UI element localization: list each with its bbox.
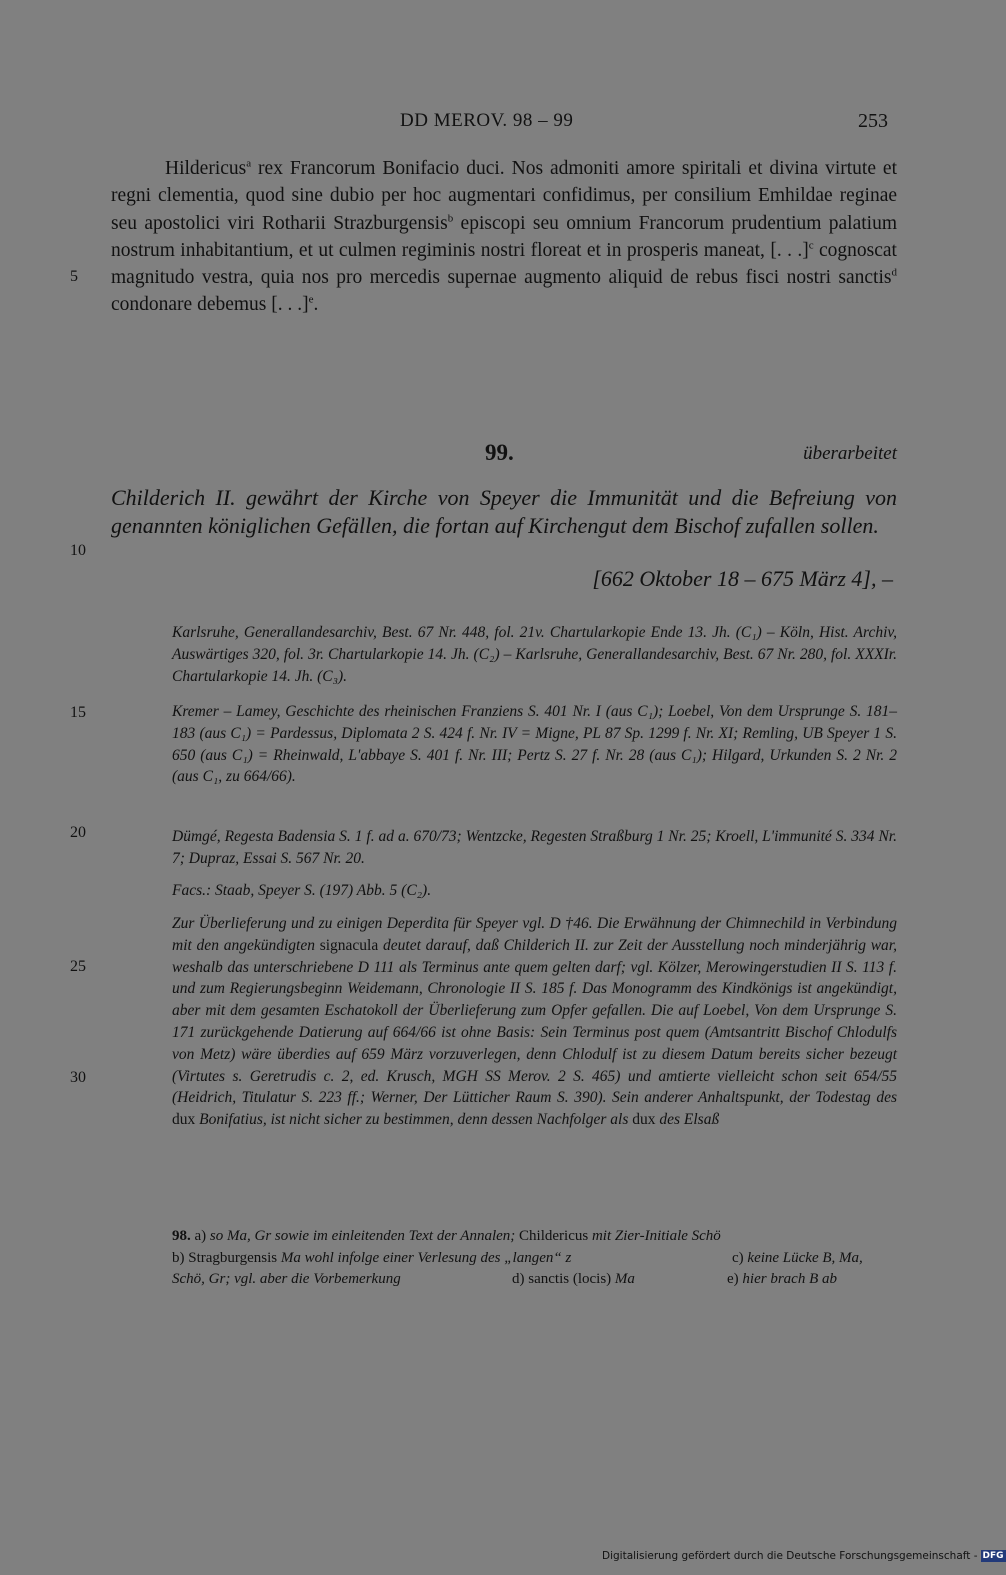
footnote-text: Stragburgensis bbox=[184, 1249, 278, 1266]
footnote-row bbox=[172, 1248, 897, 1270]
footnote-key: a) bbox=[194, 1228, 207, 1244]
document-date: [662 Oktober 18 – 675 März 4], – bbox=[592, 566, 893, 591]
commentary-term: dux bbox=[172, 1111, 196, 1129]
footnote-text: hier brach B ab bbox=[738, 1271, 837, 1288]
footnote-text: keine Lücke B, Ma, bbox=[743, 1249, 863, 1266]
footnote-text: mit Zier-Initiale Schö bbox=[588, 1228, 721, 1244]
line-number: 25 bbox=[70, 958, 86, 975]
commentary-text: des Elsaß bbox=[655, 1111, 720, 1129]
commentary-term: signacula bbox=[319, 936, 379, 954]
editions: Kremer – Lamey, Geschichte des rheinischen Franziens S. 401 Nr. I (aus C₁); Loebel, Von dem Ursprunge S. 181–183 (aus C₁) = Pardessus, Diplomata 2 S. 424 f. Nr. IV = Migne, PL 87 Sp. 1299 f. Nr. XI; Remling, UB Speyer 1 S. 650 (aus C₁) = Rheinwald, L'abbaye S. 401 f. Nr. III; Pertz S. 27 f. Nr. 28 (aus C₁); Hilgard, Urkunden S. 2 Nr. 2 (aus C₁, zu 664/66). bbox=[172, 703, 897, 786]
manuscript-sources: Karlsruhe, Generallandesarchiv, Best. 67 Nr. 448, fol. 21v. Chartularkopie Ende 13. Jh. (C₁) – Köln, Hist. Archiv, Auswärtiges 320, fol. 3r. Chartularkopie 14. Jh. (C₂) – Karlsruhe, Generallandesarchiv, Best. 67 Nr. 280, fol. XXXIr. Chartularkopie 14. Jh. (C₃). bbox=[172, 624, 897, 685]
footnote-marker: c bbox=[808, 239, 814, 252]
commentary-text: deutet darauf, daß Childerich II. zur Zeit der Ausstellung noch minderjährig war, weshalb das unterschriebene D 111 als Terminus ante quem gelten darf; vgl. Kölzer, Merowingerstudien II S. 113 f. und zum Regierungsbeginn Weidemann, Chronologie II S. 185 f. Das Monogramm des Kindkönigs ist angekündigt, aber mit dem gesamten Eschatokoll der Überlieferung zum Opfer gefallen. Die auf Loebel, Von dem Ursprunge S. 171 zurückgehende Datierung auf 664/66 ist ohne Basis: Sein Terminus post quem (Amtsantritt Bischof Chlodulfs von Metz) wäre überdies auf 659 März vorzuverlegen, denn Chlodulf ist zu diesem Datum bereits sicher bezeugt (Virtutes s. Geretrudis c. 2, ed. Krusch, MGH SS Merov. 2 S. 465) und amtierte vielleicht schon seit 654/55 (Heidrich, Titulatur S. 223 ff.; Werner, Der Lütticher Raum S. 390). Sein anderer Anhaltspunkt, der Todestag des bbox=[172, 936, 897, 1107]
line-number: 15 bbox=[70, 704, 86, 721]
text-segment: rex Francorum Bonifacio duci. Nos admoniti amore spiritali et divina virtute et regni clementia, quod sine dubio per hoc augmentari confidimus, per consilium Emhildae reginae seu apostolici viri Rotharii Strazburgensis bbox=[111, 158, 897, 234]
regest: Childerich II. gewährt der Kirche von Speyer die Immunität und die Befreiung von genannten königlichen Gefällen, die fortan auf Kirchengut dem Bischof zufallen sollen. bbox=[111, 485, 897, 538]
footnote-text: so Ma, Gr sowie im einleitenden Text der Annalen; bbox=[206, 1228, 520, 1244]
commentary-text: Zur Überlieferung und zu einigen Deperdita für Speyer vgl. D †46. Die Erwähnung der Chimnechild in Verbindung mit den angekündigten bbox=[172, 915, 897, 954]
footnote-text: Childericus bbox=[519, 1228, 589, 1244]
commentary bbox=[172, 913, 897, 1131]
credit-text: Digitalisierung gefördert durch die Deutsche Forschungsgemeinschaft - bbox=[602, 1550, 978, 1562]
footnote-text: Schö, Gr; vgl. aber die Vorbemerkung bbox=[172, 1271, 401, 1288]
line-number: 30 bbox=[70, 1069, 86, 1086]
document-number: 99. bbox=[485, 440, 514, 465]
footnote-text: Ma wohl infolge einer Verlesung des „langen“ z bbox=[277, 1249, 572, 1266]
page-number: 253 bbox=[858, 110, 888, 132]
footnotes bbox=[172, 1226, 897, 1291]
commentary-term: dux bbox=[632, 1111, 656, 1129]
footnote-key: d) bbox=[512, 1271, 525, 1288]
digitization-credit bbox=[602, 1550, 1006, 1562]
footnote-key: c) bbox=[732, 1249, 744, 1266]
text-segment: . bbox=[313, 294, 319, 316]
running-head: DD MEROV. 98 – 99 bbox=[400, 110, 574, 131]
document-status: überarbeitet bbox=[803, 443, 897, 464]
footnote-key: e) bbox=[727, 1271, 739, 1288]
footnote-text: Ma bbox=[611, 1271, 635, 1288]
footnote-marker: b bbox=[447, 212, 454, 225]
line-number: 20 bbox=[70, 824, 86, 841]
text-segment: condonare debemus [. . .] bbox=[111, 294, 309, 316]
text-segment: cognoscat magnitudo vestra, quia nos pro mercedis supernae augmento aliquid de rebus fisci nostri sanctis bbox=[111, 239, 897, 289]
footnote-marker: e bbox=[308, 293, 314, 306]
facsimile: Facs.: Staab, Speyer S. (197) Abb. 5 (C₂). bbox=[172, 882, 432, 899]
footnote-key: b) bbox=[172, 1249, 185, 1266]
footnote-marker: d bbox=[891, 266, 897, 279]
line-number: 10 bbox=[70, 542, 86, 559]
dfg-logo: DFG bbox=[982, 1551, 1004, 1561]
document-98-text bbox=[111, 155, 897, 319]
footnote-row bbox=[172, 1226, 897, 1248]
regesta: Dümgé, Regesta Badensia S. 1 f. ad a. 670/73; Wentzcke, Regesten Straßburg 1 Nr. 25; Kroell, L'immunité S. 334 Nr. 7; Dupraz, Essai S. 567 Nr. 20. bbox=[172, 828, 897, 867]
footnote-row bbox=[172, 1269, 897, 1291]
footnote-doc-number: 98. bbox=[172, 1228, 191, 1244]
page-header bbox=[0, 110, 1000, 140]
footnote-text: sanctis (locis) bbox=[524, 1271, 612, 1288]
footnote-marker: a bbox=[246, 157, 252, 170]
text-segment: episcopi seu omnium Francorum prudentium palatium nostrum inhabitantium, et ut culmen regiminis nostri floreat et in prosperis maneat, [. . .] bbox=[111, 212, 897, 261]
line-number: 5 bbox=[70, 268, 78, 285]
text-segment: Hildericus bbox=[165, 158, 247, 179]
commentary-text: Bonifatius, ist nicht sicher zu bestimmen, denn dessen Nachfolger als bbox=[195, 1111, 633, 1129]
